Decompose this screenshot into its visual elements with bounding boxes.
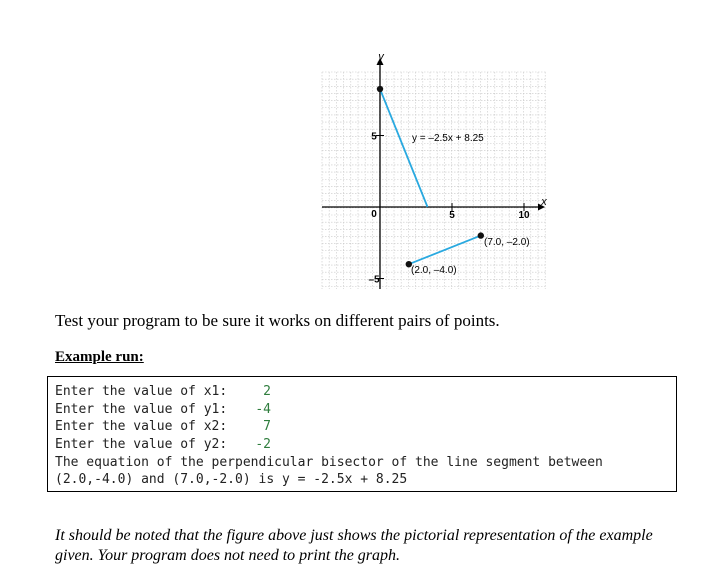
data-point — [377, 86, 383, 92]
x-axis-label: x — [541, 196, 547, 208]
x-tick-label: 0 — [371, 209, 377, 220]
point-label: (7.0, –2.0) — [484, 237, 530, 248]
example-heading: Example run: — [55, 349, 144, 365]
console-input-line — [55, 418, 676, 436]
y-tick-label: –5 — [368, 274, 380, 286]
console-value: -2 — [255, 437, 271, 453]
note-text: It should be noted that the figure above just shows the pictorial representation of the example given. Your program does not need to print the graph. — [55, 527, 653, 564]
x-tick-label: 5 — [449, 210, 455, 221]
console-input-line — [55, 383, 676, 401]
x-tick-label: 10 — [518, 210, 530, 221]
console-input-line — [55, 436, 676, 454]
console-value: 2 — [263, 384, 271, 399]
equation-label: y = –2.5x + 8.25 — [412, 133, 484, 144]
console-input-line — [55, 401, 676, 419]
intro-text: Test your program to be sure it works on different pairs of points. — [55, 311, 500, 330]
console-output-box — [47, 376, 677, 492]
console-output-line: (2.0,-4.0) and (7.0,-2.0) is y = -2.5x + 8.25 — [55, 472, 408, 488]
chart-marks — [377, 86, 484, 268]
grid — [322, 72, 547, 289]
console-prompt: Enter the value of x2: — [55, 419, 228, 435]
console-value: 7 — [263, 419, 271, 435]
point-label: (2.0, –4.0) — [411, 265, 457, 276]
console-output-line: The equation of the perpendicular bisector of the line segment between — [55, 454, 603, 470]
console-prompt: Enter the value of y1: — [55, 401, 228, 417]
segment-line — [409, 236, 481, 265]
y-tick-label: 5 — [371, 131, 377, 143]
console-prompt: Enter the value of y2: — [55, 437, 228, 453]
console-prompt: Enter the value of x1: — [55, 384, 228, 399]
bisector-line — [380, 89, 428, 207]
y-axis-label: y — [378, 51, 384, 63]
console-value: -4 — [255, 401, 271, 417]
